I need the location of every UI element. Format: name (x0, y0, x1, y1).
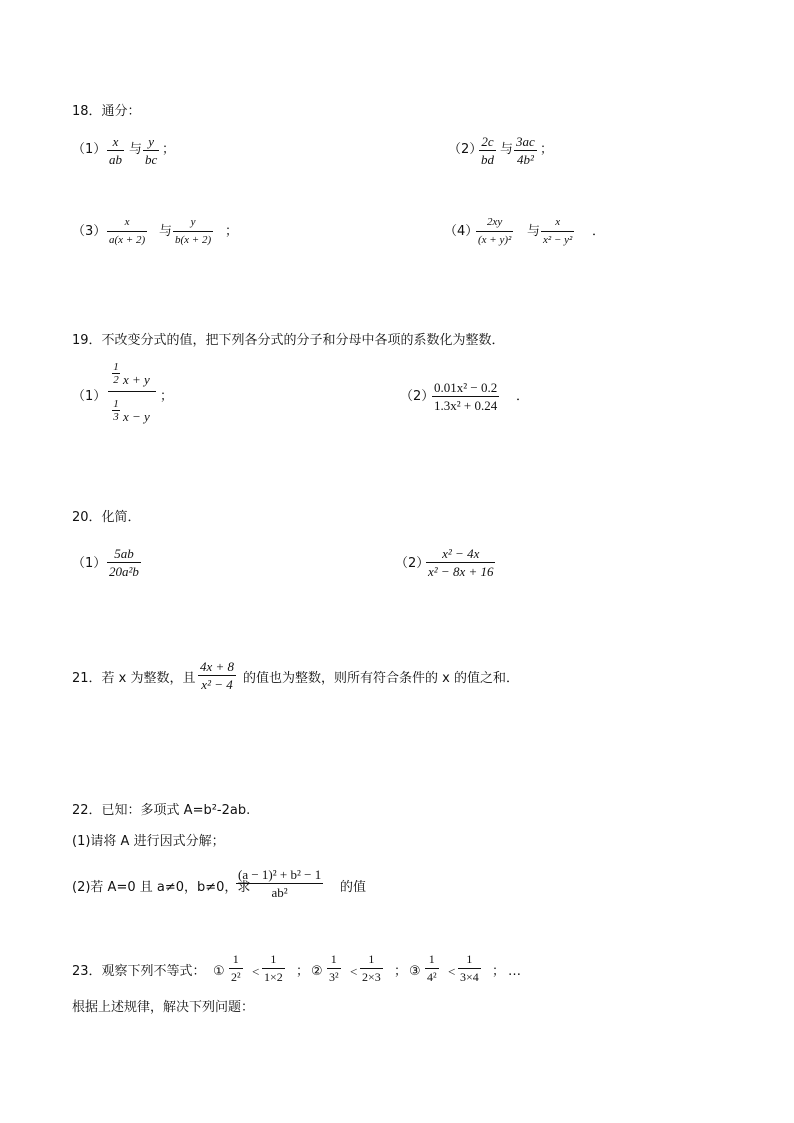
denominator: 1×2 (264, 970, 283, 984)
q22-title: 22．已知：多项式 A=b²-2ab. (72, 803, 251, 818)
numerator: y (148, 134, 155, 149)
less-than: < (252, 964, 260, 979)
fraction-bar (327, 968, 341, 969)
connector: 与 (129, 142, 143, 157)
end-mark: ． (592, 224, 606, 239)
fraction-bar (432, 396, 499, 397)
fraction-bar (236, 883, 323, 884)
fraction (107, 215, 147, 248)
connector: 与 (159, 224, 173, 239)
numerator: 3ac (516, 134, 535, 149)
part-label: （2） (448, 142, 483, 157)
fraction-bar (107, 231, 147, 232)
denominator: 1.3x² + 0.24 (434, 398, 498, 413)
fraction-bar (458, 968, 481, 969)
end-mark: ； (225, 224, 239, 239)
fraction-bar (173, 231, 213, 232)
connector: 与 (500, 142, 514, 157)
coef-fraction (112, 361, 120, 386)
fraction-bar (425, 968, 439, 969)
denominator: (x + y)² (478, 234, 512, 246)
fraction-bar (107, 150, 124, 151)
numerator: 1 (270, 952, 277, 966)
separator: ； (492, 964, 506, 979)
fraction (541, 215, 574, 248)
q22-line2-tail: 的值 (340, 880, 367, 895)
numerator: x (112, 134, 119, 149)
fraction (236, 867, 323, 900)
less-than: < (448, 964, 456, 979)
coef-fraction (112, 398, 120, 423)
fraction-bar (108, 391, 156, 392)
numerator: 1 (330, 952, 337, 966)
denominator: 4b² (516, 152, 534, 167)
fraction (360, 952, 383, 985)
q18-title: 18．通分： (72, 104, 141, 119)
denominator: x² − 8x + 16 (428, 564, 494, 579)
complex-fraction (108, 359, 156, 435)
denominator: 3² (329, 970, 339, 984)
denominator: 2² (231, 970, 241, 984)
end-mark: ． (516, 389, 530, 404)
denominator: b(x + 2) (175, 234, 212, 246)
numerator-rest: x + y (123, 372, 150, 387)
part-label: （1） (72, 142, 107, 157)
numerator: 0.01x² − 0.2 (434, 380, 498, 395)
q21-tail: 的值也为整数，则所有符合条件的 x 的值之和． (243, 671, 519, 686)
numerator: 4x + 8 (200, 659, 235, 674)
denominator: 2×3 (362, 970, 381, 984)
separator: ； (296, 964, 310, 979)
fraction-bar (476, 231, 513, 232)
fraction (173, 215, 213, 248)
denominator: 4² (427, 970, 437, 984)
numerator: x² − 4x (442, 546, 480, 561)
end-mark: ； (540, 142, 554, 157)
circled-number: ① (213, 964, 225, 979)
coef-num: 1 (113, 398, 119, 410)
numerator: 1 (466, 952, 473, 966)
end-mark: ； (160, 389, 174, 404)
denominator-rest: x − y (123, 409, 150, 424)
less-than: < (350, 964, 358, 979)
denominator: a(x + 2) (109, 234, 146, 246)
q23-lead: 23．观察下列不等式： (72, 964, 206, 979)
coef-den: 2 (113, 374, 119, 386)
part-label: （4） (444, 224, 479, 239)
fraction-bar (360, 968, 383, 969)
part-label: （2） (395, 556, 430, 571)
fraction (262, 952, 285, 985)
part-label: （1） (72, 556, 107, 571)
coef-num: 1 (113, 361, 119, 373)
fraction (479, 134, 496, 167)
end-mark: ； (162, 142, 176, 157)
numerator: x (124, 216, 130, 228)
separator: ； (394, 964, 408, 979)
denominator: 3×4 (460, 970, 479, 984)
part-label: （1） (72, 389, 107, 404)
numerator: 1 (232, 952, 239, 966)
numerator: 5ab (114, 546, 134, 561)
fraction (426, 546, 495, 579)
denominator: ab² (271, 885, 288, 900)
coef-den: 3 (113, 411, 119, 423)
numerator: y (190, 216, 196, 228)
circled-number: ③ (409, 964, 421, 979)
denominator: bc (145, 152, 158, 167)
fraction (327, 952, 341, 985)
part-label: （3） (72, 224, 107, 239)
fraction-bar (514, 150, 537, 151)
connector: 与 (527, 224, 541, 239)
q23-line2: 根据上述规律，解决下列问题： (72, 1000, 255, 1015)
q20-title: 20．化简． (72, 510, 141, 525)
fraction-bar (143, 150, 159, 151)
fraction-bar (198, 675, 236, 676)
circled-number: ② (311, 964, 323, 979)
denominator: 20a²b (109, 564, 139, 579)
numerator: 1 (428, 952, 435, 966)
part-label: （2） (400, 389, 435, 404)
denominator: x² − y² (543, 234, 573, 246)
fraction (458, 952, 481, 985)
q21-lead: 21．若 x 为整数，且 (72, 671, 196, 686)
numerator: 2c (481, 134, 494, 149)
fraction (425, 952, 439, 985)
fraction (229, 952, 243, 985)
denominator: bd (481, 152, 494, 167)
fraction-bar (107, 562, 141, 563)
denominator: x² − 4 (201, 677, 233, 692)
fraction (107, 546, 141, 579)
fraction (476, 215, 513, 248)
ellipsis: … (508, 964, 521, 979)
q19-title: 19．不改变分式的值，把下列各分式的分子和分母中各项的系数化为整数． (72, 333, 505, 348)
q22-line1: (1)请将 A 进行因式分解； (72, 834, 225, 849)
denominator: ab (109, 152, 122, 167)
numerator: 1 (368, 952, 375, 966)
fraction (143, 134, 159, 167)
fraction-bar (229, 968, 243, 969)
numerator: 2xy (487, 216, 503, 228)
numerator: (a − 1)² + b² − 1 (238, 867, 322, 882)
numerator: x (555, 216, 561, 228)
fraction-bar (262, 968, 285, 969)
fraction-bar (541, 231, 574, 232)
fraction (198, 659, 236, 692)
fraction (514, 134, 537, 167)
fraction-bar (479, 150, 496, 151)
fraction (432, 380, 499, 413)
q22-line2-lead: (2)若 A=0 且 a≠0，b≠0，求 (72, 880, 251, 895)
fraction-bar (426, 562, 495, 563)
fraction (107, 134, 124, 167)
